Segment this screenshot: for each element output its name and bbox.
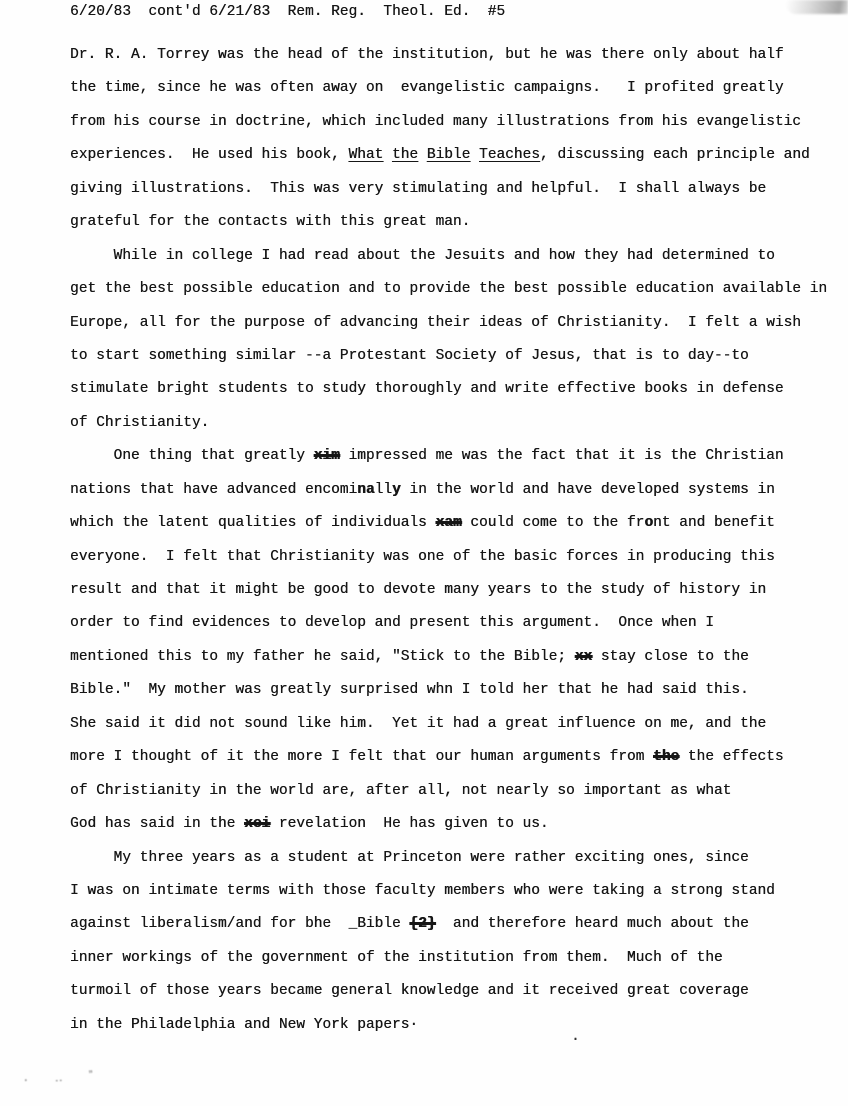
page-header: 6/20/83 cont'd 6/21/83 Rem. Reg. Theol. Ed. #5	[70, 4, 506, 20]
stray-ink-dot: ·	[571, 1032, 580, 1048]
text-line: I was on intimate terms with those faculty members who were taking a strong stand	[70, 882, 775, 899]
text-line: inner workings of the government of the institution from them. Much of the	[70, 949, 723, 966]
text-line: more I thought of it the more I felt that our human arguments from the the effects	[70, 749, 784, 766]
text-line: While in college I had read about the Jesuits and how they had determined to	[70, 247, 775, 264]
scan-smudge	[786, 0, 848, 14]
text-line: which the latent qualities of individuals xam could come to the front and benefit	[70, 515, 775, 532]
text-line: of Christianity.	[70, 414, 210, 431]
document-body	[70, 39, 828, 1042]
text-line: stimulate bright students to study thoroughly and write effective books in defense	[70, 381, 784, 398]
text-line: in the Philadelphia and New York papers·	[70, 1016, 419, 1033]
text-line: giving illustrations. This was very stimulating and helpful. I shall always be	[70, 180, 767, 197]
text-line: against liberalism/and for bhe _Bible {2} and therefore heard much about the	[70, 916, 749, 933]
text-line: nations that have advanced encominally in the world and have developed systems in	[70, 481, 775, 498]
text-line: from his course in doctrine, which included many illustrations from his evangelistic	[70, 113, 801, 130]
pencil-marks: · ‥ ˮ	[21, 1068, 105, 1088]
text-line: experiences. He used his book, What the Bible Teaches, discussing each principle and	[70, 147, 810, 164]
text-line: Europe, all for the purpose of advancing their ideas of Christianity. I felt a wish	[70, 314, 801, 331]
text-line: One thing that greatly xim impressed me was the fact that it is the Christian	[70, 448, 784, 465]
text-line: Dr. R. A. Torrey was the head of the institution, but he was there only about half	[70, 47, 784, 63]
text-line: turmoil of those years became general knowledge and it received great coverage	[70, 983, 749, 1000]
text-line: to start something similar --a Protestant Society of Jesus, that is to day--to	[70, 347, 749, 364]
text-line: order to find evidences to develop and present this argument. Once when I	[70, 615, 714, 632]
text-line: Bible." My mother was greatly surprised whn I told her that he had said this.	[70, 682, 749, 699]
text-line: mentioned this to my father he said, "Stick to the Bible; xx stay close to the	[70, 648, 749, 665]
text-line: grateful for the contacts with this great man.	[70, 214, 471, 231]
text-line: My three years as a student at Princeton were rather exciting ones, since	[70, 849, 749, 866]
text-line: everyone. I felt that Christianity was one of the basic forces in producing this	[70, 548, 775, 565]
text-line: the time, since he was often away on evangelistic campaigns. I profited greatly	[70, 80, 784, 97]
text-line: She said it did not sound like him. Yet it had a great influence on me, and the	[70, 715, 767, 732]
text-line: of Christianity in the world are, after all, not nearly so important as what	[70, 782, 732, 799]
text-line: result and that it might be good to devote many years to the study of history in	[70, 582, 767, 598]
text-line: God has said in the xei revelation He has given to us.	[70, 816, 549, 833]
text-line: get the best possible education and to provide the best possible education available in	[70, 281, 828, 298]
